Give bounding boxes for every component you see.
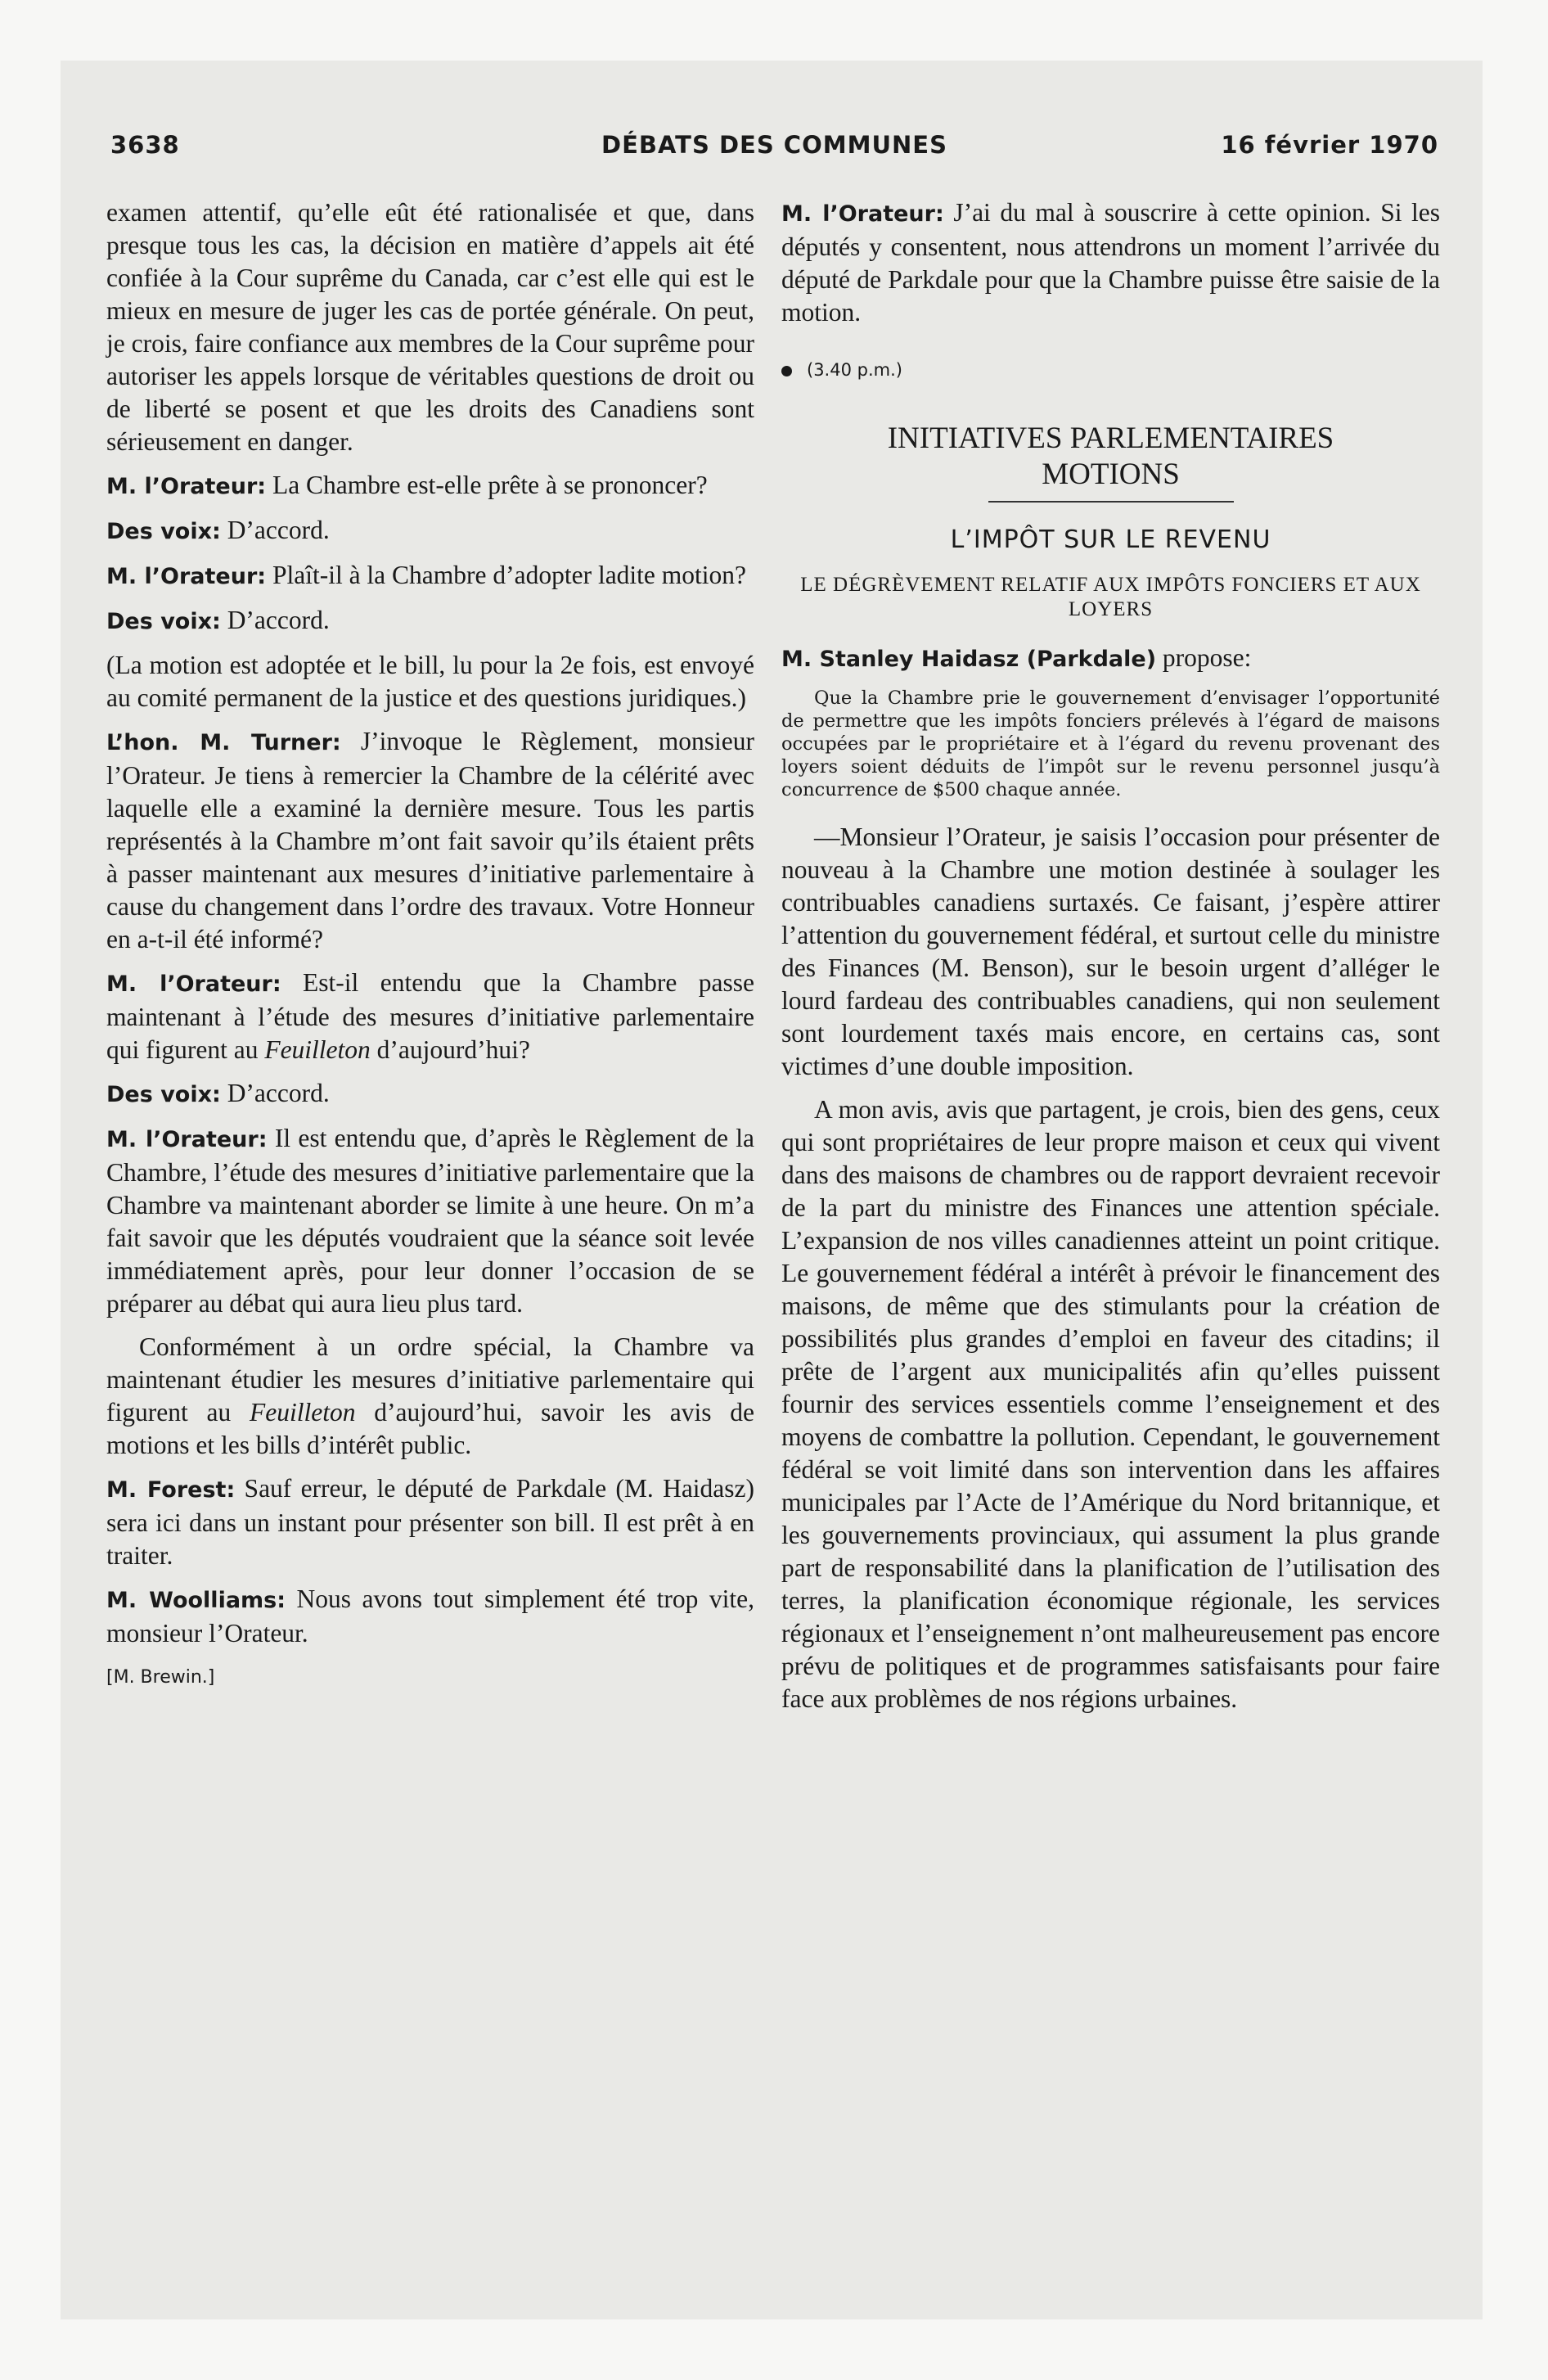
speech	[106, 1122, 754, 1320]
speech-text: d’aujourd’hui, savoir les avis de motions et les bills d’intérêt public.	[106, 1398, 754, 1459]
paragraph	[106, 1331, 754, 1462]
speech-text: J’ai du mal à souscrire à cette opinion. Si les députés y consentent, nous attendrons un moment l’arrivée du député de Parkdale pour que la Chambre puisse être saisie de la motion.	[781, 198, 1441, 327]
speech-text: D’accord.	[227, 606, 330, 634]
speech-text: Sauf erreur, le député de Parkdale (M. Haidasz) sera ici dans un instant pour présenter son bill. Il est prêt à en traiter.	[106, 1474, 755, 1570]
speech-text: Est-il entendu que la Chambre passe maintenant à l’étude des mesures d’initiative parlementaire qui figurent au	[106, 968, 755, 1064]
page-header	[110, 131, 1438, 167]
speech-text: D’accord.	[227, 516, 330, 544]
speaker-name: M. l’Orateur:	[781, 201, 944, 227]
procedural-note: (La motion est adoptée et le bill, lu pour la 2e fois, est envoyé au comité permanent de la justice et des questions juridiques.)	[106, 651, 754, 712]
right-column	[781, 196, 1440, 1726]
speaker-name: Des voix:	[106, 519, 221, 544]
speaker-name: M. Woolliams:	[106, 1588, 286, 1613]
speech-text: Conformément à un ordre spécial, la Chambre va maintenant étudier les mesures d’initiative parlementaire qui figurent au	[106, 1332, 754, 1427]
issue-date: 16 février 1970	[1221, 131, 1438, 159]
speaker-footnote: [M. Brewin.]	[106, 1667, 215, 1688]
speech	[106, 725, 754, 956]
speech-text: d’aujourd’hui?	[370, 1035, 530, 1064]
paragraph: A mon avis, avis que partagent, je crois, bien des gens, ceux qui sont propriétaires de leur propre maison et ceux qui vivent dans des maisons de chambres ou de rapport devraient recevoir de la part du ministre des Finances une attention spéciale. L’expansion de nos villes canadiennes atteint un point critique. Le gouvernement fédéral a intérêt à prévoir le financement des maisons, de même que des stimulants pour la création de possibilités plus grandes d’emploi en faveur des citadins; il prête de l’argent aux municipalités afin qu’elles puissent fournir des services essentiels comme l’enseignement et des moyens de combattre la pollution. Cependant, le gouvernement fédéral se voit limité dans son intervention dans les affaires municipales par l’Acte de l’Amérique du Nord britannique, et les gouvernements provinciaux, qui assument la plus grande part de responsabilité dans la planification de l’utilisation des terres, la planification économique régionale, les services régionaux et l’enseignement n’ont malheureusement pas encore prévu de politiques et de programmes satisfaisants pour faire face aux problèmes de nos régions urbaines.	[781, 1095, 1440, 1713]
section-title: INITIATIVES PARLEMENTAIRES	[887, 421, 1334, 455]
speech-text: D’accord.	[227, 1079, 330, 1107]
speech	[106, 1077, 754, 1111]
speech	[106, 514, 754, 548]
speech-text: Il est entendu que, d’après le Règlement de la Chambre, l’étude des mesures d’initiative parlementaire que la Chambre va maintenant aborder se limite à une heure. On m’a fait savoir que les députés voudraient que la séance soit levée immédiatement après, pour leur donner l’occasion de se préparer au débat qui aura lieu plus tard.	[106, 1124, 754, 1318]
speech	[106, 469, 754, 503]
paragraph: —Monsieur l’Orateur, je saisis l’occasion pour présenter de nouveau à la Chambre une motion destinée à soulager les contribuables canadiens surtaxés. Ce faisant, j’espère attirer l’attention du gouvernement fédéral, et surtout celle du ministre des Finances (M. Benson), sur le besoin urgent d’alléger le lourd fardeau des contribuables canadiens, qui non seulement sont lourdement taxés mais encore, en certains cas, sont victimes d’une double imposition.	[781, 823, 1440, 1080]
speaker-name: M. l’Orateur:	[106, 564, 267, 589]
speaker-name: M. l’Orateur:	[106, 971, 281, 997]
speech	[106, 604, 754, 638]
speech	[106, 967, 754, 1066]
topic-subheading: LE DÉGRÈVEMENT RELATIF AUX IMPÔTS FONCIERS ET AUX LOYERS	[800, 574, 1421, 620]
publication-title: DÉBATS DES COMMUNES	[601, 131, 947, 159]
speech-text: propose:	[1162, 643, 1252, 672]
speaker-name: Des voix:	[106, 1082, 221, 1107]
bullet-icon	[781, 366, 792, 376]
speaker-name: M. l’Orateur:	[106, 474, 267, 499]
motion-text: Que la Chambre prie le gouvernement d’envisager l’opportunité de permettre que les impôts fonciers prélevés à l’égard de maisons occupées par le propriétaire et à l’égard du revenu provenant des loyers soient déduits de l’impôt sur le revenu personnel jusqu’à concurrence de $500 chaque année.	[781, 687, 1440, 800]
speech	[781, 196, 1440, 329]
speech	[781, 642, 1440, 676]
divider	[988, 501, 1234, 503]
speech	[106, 559, 754, 593]
speaker-name: M. l’Orateur:	[106, 1127, 268, 1152]
speaker-name: M. Stanley Haidasz (Parkdale)	[781, 647, 1157, 672]
italic-term: Feuilleton	[264, 1035, 371, 1064]
time-stamp: (3.40 p.m.)	[807, 360, 902, 380]
left-column	[106, 196, 754, 1694]
section-subtitle: MOTIONS	[1042, 458, 1180, 491]
speaker-name: L’hon. M. Turner:	[106, 730, 341, 755]
speaker-name: M. Forest:	[106, 1477, 236, 1503]
speech	[106, 1472, 754, 1572]
speech-text: J’invoque le Règlement, monsieur l’Orateur. Je tiens à remercier la Chambre de la célérité avec laquelle elle a examiné la dernière mesure. Tous les partis représentés à la Chambre m’ont fait savoir qu’ils étaient prêts à passer maintenant aux mesures d’initiative parlementaire à cause du changement dans l’ordre des travaux. Votre Honneur en a-t-il été informé?	[106, 727, 755, 953]
speech-text: La Chambre est-elle prête à se prononcer?	[272, 471, 708, 499]
time-marker	[781, 354, 1440, 386]
italic-term: Feuilleton	[250, 1398, 356, 1427]
speech-text: Plaît-il à la Chambre d’adopter ladite motion?	[272, 561, 747, 589]
speech	[106, 1583, 754, 1650]
speaker-name: Des voix:	[106, 609, 221, 634]
speech-text: Nous avons tout simplement été trop vite, monsieur l’Orateur.	[106, 1584, 755, 1648]
topic-heading: L’IMPÔT SUR LE REVENU	[950, 525, 1271, 554]
page-number: 3638	[110, 131, 180, 159]
paragraph: examen attentif, qu’elle eût été rationalisée et que, dans presque tous les cas, la décision en matière d’appels ait été confiée à la Cour suprême du Canada, car c’est elle qui est le mieux en mesure de juger les cas de portée générale. On peut, je crois, faire confiance aux membres de la Cour suprême pour autoriser les appels lorsque de véritables questions de droit ou de liberté se posent et que les droits des Canadiens sont sérieusement en danger.	[106, 198, 754, 456]
